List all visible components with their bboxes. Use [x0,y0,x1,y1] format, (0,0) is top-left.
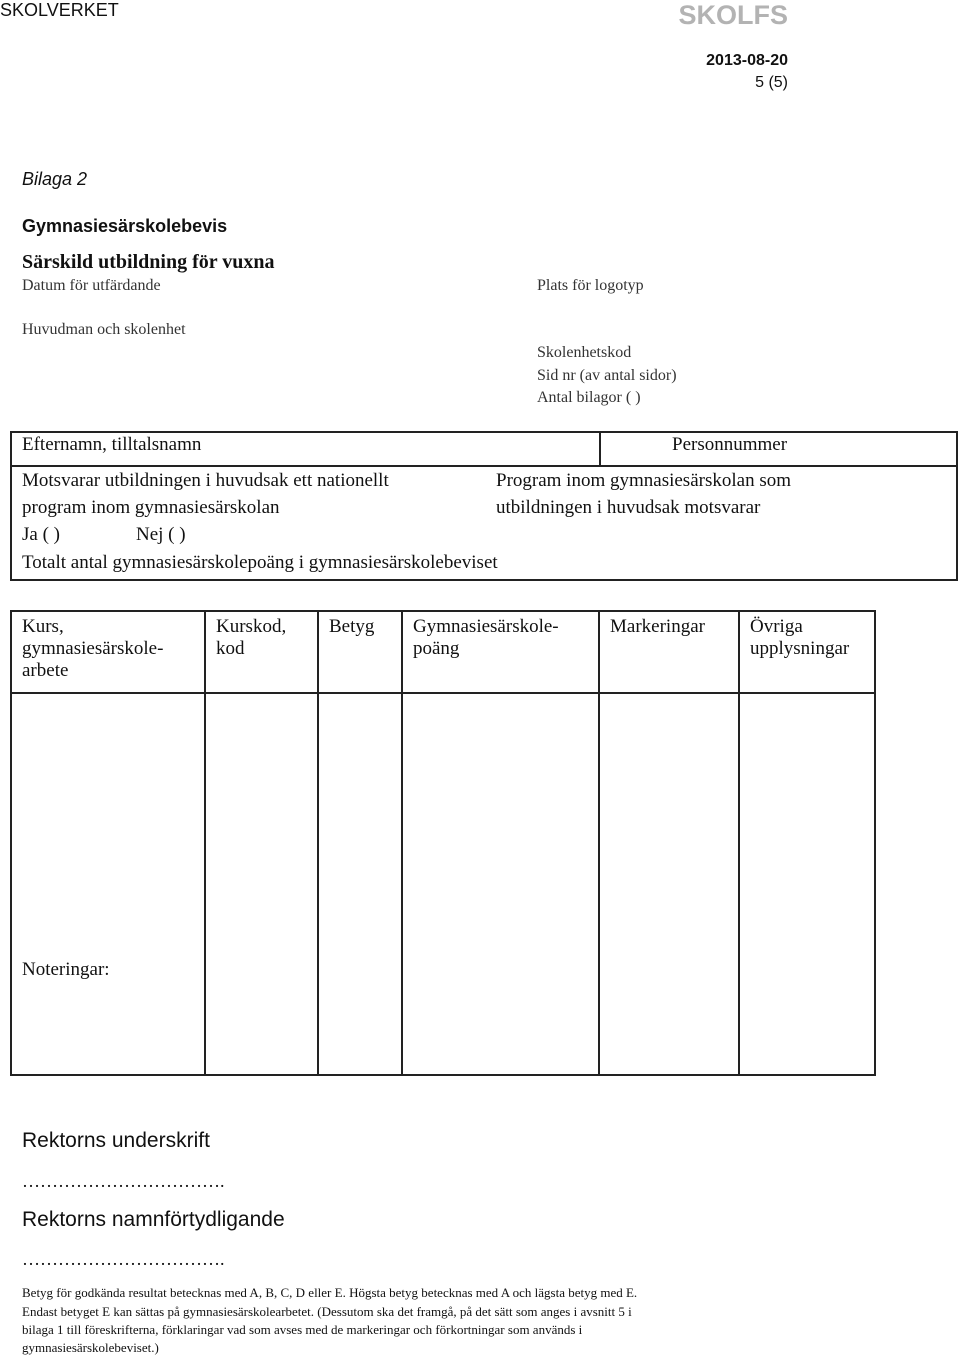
table-row [11,693,875,1075]
document-date: 2013-08-20 [706,52,788,69]
ssn-field-label: Personnummer [672,434,788,455]
name-line[interactable]: ……………………………. [22,1249,225,1269]
corresponds-label: Motsvarar utbildningen i huvudsak ett nationellt [22,470,389,491]
column-header-course-code: Kurskod, kod [205,611,318,693]
issue-date-label: Datum för utfärdande [22,277,161,294]
principal-label: Huvudman och skolenhet [22,321,186,338]
series-name: SKOLFS [678,0,788,30]
attachments-label: Antal bilagor ( ) [537,389,641,406]
footer-text-line: bilaga 1 till föreskrifterna, förklaringar vad som avses med de markeringar och förkortningar som används i [22,1322,583,1337]
table-cell[interactable] [599,693,739,1075]
page-count-label: Sid nr (av antal sidor) [537,367,677,384]
course-table [10,610,876,1076]
yes-option[interactable]: Ja ( ) [22,524,60,545]
rector-signature-label: Rektorns underskrift [22,1129,210,1152]
table-cell[interactable] [11,693,205,1075]
document-title: Gymnasiesärskolebevis [22,216,228,236]
document-subtitle: Särskild utbildning för vuxna [22,251,275,273]
footer-text-line: Endast betyget E kan sättas på gymnasiesärskolearbetet. (Dessutom ska det framgå, på det sätt som anges i avsnitt 5 i [22,1304,632,1319]
table-cell[interactable] [205,693,318,1075]
divider [599,433,601,465]
footer-text-line: gymnasiesärskolebeviset.) [22,1340,159,1355]
column-header-markings: Markeringar [599,611,739,693]
total-points-label: Totalt antal gymnasiesärskolepoäng i gymnasiesärskolebeviset [22,552,498,573]
divider [12,465,958,467]
appendix-label: Bilaga 2 [22,169,88,189]
table-cell[interactable] [739,693,875,1075]
program-label: Program inom gymnasiesärskolan som [496,470,791,491]
column-header-other-info: Övriga upplysningar [739,611,875,693]
page-number: 5 (5) [755,74,788,91]
notes-label: Noteringar: [22,959,110,980]
no-option[interactable]: Nej ( ) [136,524,186,545]
table-header-row [11,611,875,693]
column-header-points: Gymnasiesärskole- poäng [402,611,599,693]
column-header-grade: Betyg [318,611,402,693]
corresponds-label-cont: program inom gymnasiesärskolan [22,497,280,518]
column-header-course: Kurs, gymnasiesärskole- arbete [11,611,205,693]
rector-name-label: Rektorns namnförtydligande [22,1208,285,1231]
logo-placeholder: Plats för logotyp [537,277,644,294]
signature-line[interactable]: ……………………………. [22,1171,225,1191]
school-code-label: Skolenhetskod [537,344,632,361]
name-field-label: Efternamn, tilltalsnamn [22,434,202,455]
org-name: SKOLVERKET [0,0,119,20]
table-cell[interactable] [402,693,599,1075]
footer-text-line: Betyg för godkända resultat betecknas med A, B, C, D eller E. Högsta betyg betecknas med A och lägsta betyg med E. [22,1285,638,1300]
program-label-cont: utbildningen i huvudsak motsvarar [496,497,761,518]
table-cell[interactable] [318,693,402,1075]
